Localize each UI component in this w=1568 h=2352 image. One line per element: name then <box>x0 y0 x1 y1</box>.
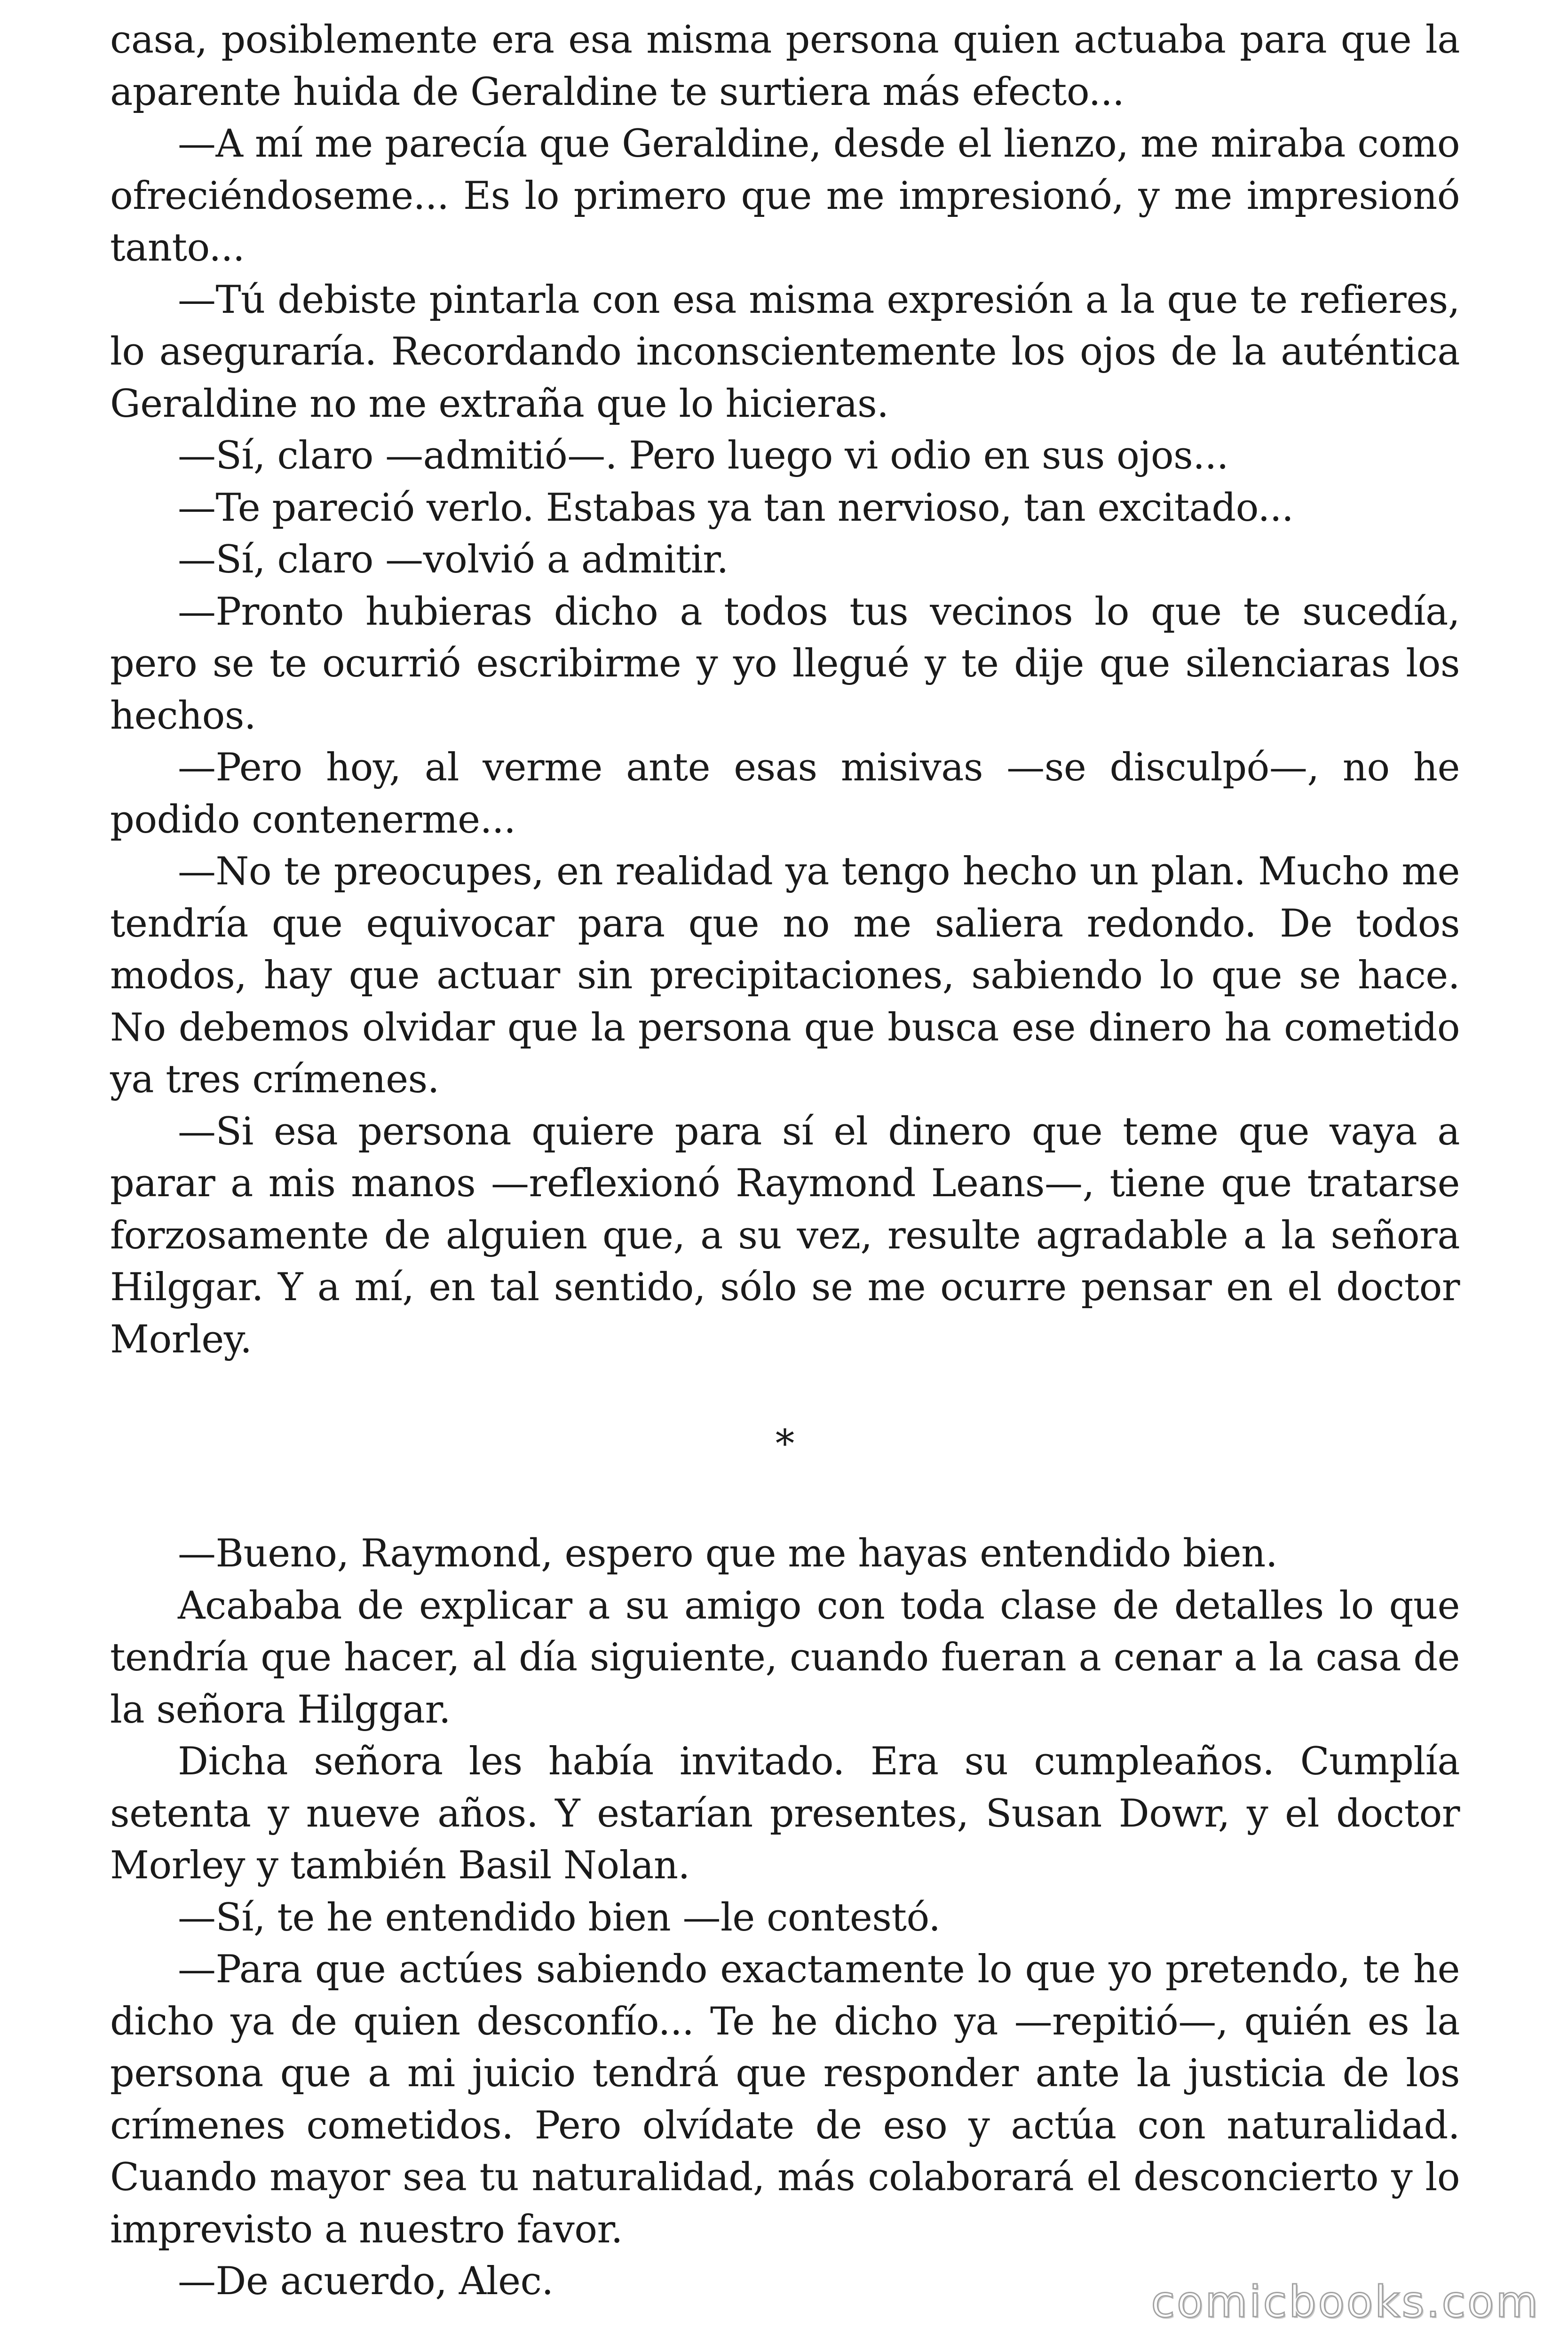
paragraph: —Bueno, Raymond, espero que me hayas entendido bien. <box>178 1532 1278 1576</box>
paragraph: —Sí, te he entendido bien —le contestó. <box>178 1895 941 1940</box>
paragraph: —Pero hoy, al verme ante esas misivas —se disculpó—, no he podido contenerme... <box>110 746 1460 842</box>
watermark-logo: comicbooks.com <box>1151 2277 1540 2327</box>
text-section-1 <box>110 14 1460 1366</box>
paragraph: —No te preocupes, en realidad ya tengo hecho un plan. Mucho me tendría que equivocar para que no me saliera redondo. De todos modos, hay que actuar sin precipitaciones, sabiendo lo que se hace. No debemos olvidar que la persona que busca ese dinero ha cometido ya tres crímenes. <box>110 850 1460 1102</box>
paragraph: Dicha señora les había invitado. Era su cumpleaños. Cumplía setenta y nueve años. Y estarían presentes, Susan Dowr, y el doctor Morley y también Basil Nolan. <box>110 1740 1460 1888</box>
paragraph: —Para que actúes sabiendo exactamente lo que yo pretendo, te he dicho ya de quien desconfío... Te he dicho ya —repitió—, quién es la persona que a mi juicio tendrá que responder ante la justicia de los crímenes cometidos. Pero olvídate de eso y actúa con naturalidad. Cuando mayor sea tu naturalidad, más colaborará el desconcierto y lo imprevisto a nuestro favor. <box>110 1947 1460 2252</box>
paragraph: Acababa de explicar a su amigo con toda clase de detalles lo que tendría que hacer, al día siguiente, cuando fueran a cenar a la casa de la señora Hilggar. <box>110 1583 1460 1732</box>
paragraph: —Pronto hubieras dicho a todos tus vecinos lo que te sucedía, pero se te ocurrió escribirme y yo llegué y te dije que silenciaras los hechos. <box>110 589 1460 738</box>
paragraph: —Tú debiste pintarla con esa misma expresión a la que te refieres, lo aseguraría. Recordando inconscientemente los ojos de la auténtica Geraldine no me extraña que lo hicieras. <box>110 278 1460 426</box>
paragraph: —Sí, claro —admitió—. Pero luego vi odio en sus ojos... <box>178 434 1228 478</box>
paragraph: —Si esa persona quiere para sí el dinero que teme que vaya a parar a mis manos —reflexionó Raymond Leans—, tiene que tratarse forzosamente de alguien que, a su vez, resulte agradable a la señora Hilggar. Y a mí, en tal sentido, sólo se me ocurre pensar en el doctor Morley. <box>110 1109 1460 1362</box>
paragraph: —Sí, claro —volvió a admitir. <box>178 538 729 582</box>
paragraph: —De acuerdo, Alec. <box>178 2259 554 2304</box>
paragraph: casa, posiblemente era esa misma persona quien actuaba para que la aparente huida de Geraldine te surtiera más efecto... <box>110 18 1460 114</box>
paragraph: —Te pareció verlo. Estabas ya tan nervioso, tan excitado... <box>178 485 1294 530</box>
section-separator: * <box>775 1422 795 1466</box>
text-section-2 <box>110 1528 1460 2308</box>
paragraph: —A mí me parecía que Geraldine, desde el lienzo, me miraba como ofreciéndoseme... Es lo primero que me impresionó, y me impresionó tanto... <box>110 122 1460 270</box>
